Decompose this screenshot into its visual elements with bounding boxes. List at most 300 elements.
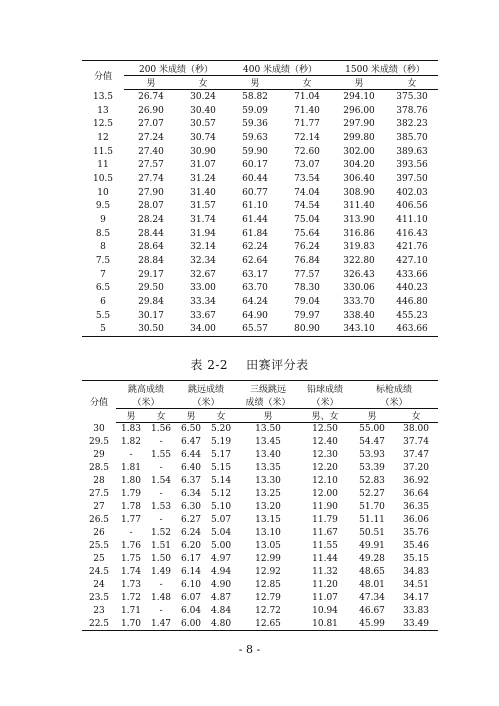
score-cell: 13 (97, 105, 109, 116)
value-cell: 12.00 (312, 489, 338, 500)
value-cell: 36.64 (403, 489, 429, 500)
header-triple-jump-unit: 成绩（米） (236, 395, 300, 409)
value-cell: 28.44 (138, 228, 164, 239)
value-cell: 5.17 (211, 450, 232, 461)
value-cell: 463.66 (386, 322, 438, 336)
value-cell: 50.51 (359, 527, 385, 538)
header-shot-put-unit: （米） (300, 395, 350, 409)
value-cell: 12.10 (312, 476, 338, 487)
value-cell: 10.81 (300, 617, 350, 630)
table-row (82, 145, 438, 159)
value-cell: 31.57 (190, 201, 216, 212)
value-cell: 36.92 (403, 476, 429, 487)
value-cell: 5.19 (211, 437, 232, 448)
value-cell: 11.07 (312, 592, 338, 603)
value-cell: 1.75 (120, 553, 142, 564)
table-row (82, 322, 438, 336)
table-row (82, 449, 438, 462)
header-male: 男 (228, 76, 282, 90)
value-cell: 333.70 (343, 296, 375, 307)
value-cell: 319.83 (343, 242, 375, 253)
value-cell: 6.44 (180, 450, 202, 461)
score-cell: 23 (93, 605, 105, 616)
score-cell: 7 (100, 269, 106, 280)
value-cell: 27.57 (138, 160, 164, 171)
value-cell: 1.53 (150, 502, 172, 513)
header-400m: 400 米成绩（秒） (228, 61, 332, 76)
value-cell: 1.47 (146, 617, 176, 630)
value-cell: 5.15 (211, 463, 232, 474)
value-cell: 397.50 (396, 173, 428, 184)
value-cell: 326.43 (343, 269, 375, 280)
value-cell: 37.47 (403, 450, 429, 461)
value-cell: - (159, 579, 163, 590)
value-cell: 1.56 (150, 424, 172, 435)
value-cell: 75.04 (294, 214, 320, 225)
header-triple-jump: 三级跳远 (236, 381, 300, 396)
header-male: 男 (236, 409, 300, 423)
value-cell: 11.32 (312, 566, 338, 577)
value-cell: 73.07 (294, 160, 320, 171)
header-male-female: 男、女 (300, 409, 350, 423)
score-cell: 13.5 (92, 91, 114, 102)
score-cell: 5.5 (95, 310, 111, 321)
score-cell: 9 (100, 214, 106, 225)
value-cell: 35.15 (403, 553, 429, 564)
header-male: 男 (176, 409, 206, 423)
value-cell: - (159, 489, 163, 500)
value-cell: - (159, 437, 163, 448)
value-cell: 51.11 (359, 515, 385, 526)
value-cell: 61.10 (242, 201, 268, 212)
value-cell: 28.24 (138, 214, 164, 225)
score-cell: 11.5 (92, 146, 114, 157)
value-cell: 13.15 (255, 515, 281, 526)
value-cell: 12.79 (255, 592, 281, 603)
value-cell: 76.84 (294, 255, 320, 266)
table-row (82, 591, 438, 604)
value-cell: 322.80 (343, 255, 375, 266)
table-row (82, 240, 438, 254)
value-cell: 48.65 (359, 566, 385, 577)
value-cell: 53.39 (359, 463, 385, 474)
value-cell: 27.07 (138, 119, 164, 130)
value-cell: 55.00 (359, 424, 385, 435)
value-cell: 11.67 (312, 527, 338, 538)
value-cell: 402.03 (396, 187, 428, 198)
value-cell: 6.34 (180, 489, 202, 500)
value-cell: 10.94 (312, 605, 338, 616)
value-cell: 31.07 (190, 160, 216, 171)
value-cell: 1.81 (120, 463, 142, 474)
value-cell: 1.77 (120, 515, 142, 526)
value-cell: 304.20 (343, 160, 375, 171)
score-cell: 24 (93, 579, 105, 590)
value-cell: 1.78 (120, 502, 142, 513)
value-cell: 378.76 (396, 105, 428, 116)
value-cell: 75.64 (294, 228, 320, 239)
track-table-body (82, 90, 438, 337)
value-cell: 32.34 (190, 255, 216, 266)
value-cell: 59.90 (242, 146, 268, 157)
value-cell: 62.64 (242, 255, 268, 266)
value-cell: 5.10 (211, 502, 232, 513)
value-cell: 72.14 (294, 132, 320, 143)
value-cell: 30.90 (190, 146, 216, 157)
table-row (82, 423, 438, 436)
table-row (82, 186, 438, 200)
value-cell: 4.94 (211, 566, 232, 577)
value-cell: 71.40 (294, 105, 320, 116)
value-cell: 5.14 (211, 476, 232, 487)
header-javelin: 标枪成绩 (350, 381, 438, 396)
value-cell: 6.00 (176, 617, 206, 630)
value-cell: 12.40 (312, 437, 338, 448)
value-cell: 59.36 (242, 119, 268, 130)
table-row (82, 227, 438, 241)
header-1500m: 1500 米成绩（秒） (332, 61, 438, 76)
value-cell: 6.20 (180, 540, 202, 551)
table-row (82, 475, 438, 488)
value-cell: 13.30 (255, 476, 281, 487)
value-cell: 12.30 (312, 450, 338, 461)
table-row (82, 565, 438, 578)
value-cell: 49.91 (359, 540, 385, 551)
value-cell: 389.63 (396, 146, 428, 157)
value-cell: 36.35 (403, 502, 429, 513)
value-cell: 30.57 (190, 119, 216, 130)
value-cell: 4.97 (211, 553, 232, 564)
value-cell: 60.44 (242, 173, 268, 184)
value-cell: 11.90 (312, 502, 338, 513)
score-cell: 22.5 (82, 617, 116, 630)
value-cell: 1.72 (120, 592, 142, 603)
caption-number: 表 2-2 (190, 358, 229, 372)
value-cell: 30.24 (190, 91, 216, 102)
value-cell: 13.50 (255, 424, 281, 435)
value-cell: 311.40 (343, 201, 375, 212)
header-male: 男 (116, 409, 146, 423)
table-row (82, 254, 438, 268)
table-row (82, 552, 438, 565)
value-cell: 12.72 (255, 605, 281, 616)
value-cell: 13.10 (255, 527, 281, 538)
value-cell: 33.00 (190, 283, 216, 294)
table-row (82, 578, 438, 591)
track-score-table (82, 60, 438, 337)
value-cell: 29.84 (138, 296, 164, 307)
value-cell: 74.54 (294, 201, 320, 212)
value-cell: 1.48 (150, 592, 172, 603)
table-row (82, 158, 438, 172)
value-cell: 37.74 (403, 437, 429, 448)
value-cell: - (159, 605, 163, 616)
value-cell: - (159, 515, 163, 526)
value-cell: 53.93 (359, 450, 385, 461)
value-cell: 38.00 (403, 424, 429, 435)
value-cell: - (129, 450, 133, 461)
value-cell: 12.50 (312, 424, 338, 435)
value-cell: 1.52 (150, 527, 172, 538)
value-cell: 28.07 (138, 201, 164, 212)
table-row (82, 527, 438, 540)
value-cell: 421.76 (396, 242, 428, 253)
value-cell: 12.92 (255, 566, 281, 577)
score-cell: 27.5 (88, 489, 110, 500)
value-cell: 1.80 (120, 476, 142, 487)
value-cell: 28.84 (138, 255, 164, 266)
value-cell: 338.40 (343, 310, 375, 321)
table-row (82, 462, 438, 475)
value-cell: 6.47 (180, 437, 202, 448)
value-cell: 31.24 (190, 173, 216, 184)
score-cell: 8 (100, 242, 106, 253)
value-cell: 4.84 (211, 605, 232, 616)
score-cell: 12 (97, 132, 109, 143)
value-cell: 32.67 (190, 269, 216, 280)
table-row (82, 617, 438, 630)
value-cell: 4.87 (211, 592, 232, 603)
value-cell: 11.20 (312, 579, 338, 590)
score-cell: 26.5 (88, 515, 110, 526)
value-cell: 393.56 (396, 160, 428, 171)
value-cell: 36.06 (403, 515, 429, 526)
value-cell: 61.84 (242, 228, 268, 239)
score-cell: 23.5 (88, 592, 110, 603)
value-cell: 52.83 (359, 476, 385, 487)
header-female: 女 (282, 76, 332, 90)
value-cell: 63.70 (242, 283, 268, 294)
value-cell: 27.24 (138, 132, 164, 143)
value-cell: 63.17 (242, 269, 268, 280)
value-cell: 12.99 (255, 553, 281, 564)
value-cell: 64.90 (242, 310, 268, 321)
table-row (82, 131, 438, 145)
value-cell: 33.34 (190, 296, 216, 307)
value-cell: 30.50 (124, 322, 178, 336)
value-cell: 12.65 (236, 617, 300, 630)
value-cell: 1.55 (150, 450, 172, 461)
table-row (82, 268, 438, 282)
score-cell: 6.5 (95, 283, 111, 294)
value-cell: 77.57 (294, 269, 320, 280)
value-cell: 31.40 (190, 187, 216, 198)
value-cell: 13.20 (255, 502, 281, 513)
value-cell: 59.63 (242, 132, 268, 143)
header-female: 女 (394, 409, 438, 423)
value-cell: 6.50 (180, 424, 202, 435)
value-cell: 28.64 (138, 242, 164, 253)
table-row (82, 501, 438, 514)
score-cell: 26 (93, 527, 105, 538)
value-cell: 6.40 (180, 463, 202, 474)
value-cell: 1.50 (150, 553, 172, 564)
value-cell: 78.30 (294, 283, 320, 294)
value-cell: 6.24 (180, 527, 202, 538)
value-cell: 299.80 (343, 132, 375, 143)
value-cell: 59.09 (242, 105, 268, 116)
score-cell: 24.5 (88, 566, 110, 577)
value-cell: 13.05 (255, 540, 281, 551)
value-cell: 80.90 (282, 322, 332, 336)
value-cell: 60.77 (242, 187, 268, 198)
value-cell: 52.27 (359, 489, 385, 500)
value-cell: 5.20 (211, 424, 232, 435)
value-cell: 433.66 (396, 269, 428, 280)
score-cell: 8.5 (95, 228, 111, 239)
table-row (82, 90, 438, 104)
header-female: 女 (206, 409, 236, 423)
header-shot-put: 铅球成绩 (300, 381, 350, 396)
value-cell: 308.90 (343, 187, 375, 198)
score-cell: 28 (93, 476, 105, 487)
value-cell: 416.43 (396, 228, 428, 239)
value-cell: 316.86 (343, 228, 375, 239)
value-cell: 34.83 (403, 566, 429, 577)
value-cell: 6.30 (180, 502, 202, 513)
value-cell: 58.82 (242, 91, 268, 102)
score-cell: 10 (97, 187, 109, 198)
value-cell: 375.30 (396, 91, 428, 102)
value-cell: 306.40 (343, 173, 375, 184)
value-cell: 5.12 (211, 489, 232, 500)
value-cell: 30.17 (138, 310, 164, 321)
value-cell: 34.00 (178, 322, 228, 336)
table-row (82, 172, 438, 186)
value-cell: 12.85 (255, 579, 281, 590)
score-cell: 7.5 (95, 255, 111, 266)
value-cell: 1.82 (120, 437, 142, 448)
value-cell: 35.76 (403, 527, 429, 538)
score-cell: 28.5 (88, 463, 110, 474)
value-cell: 6.10 (180, 579, 202, 590)
value-cell: 1.74 (120, 566, 142, 577)
value-cell: 30.74 (190, 132, 216, 143)
value-cell: 26.90 (138, 105, 164, 116)
table-caption (0, 356, 499, 373)
table-row (82, 104, 438, 118)
page-number: - 8 - (238, 643, 261, 656)
value-cell: 65.57 (228, 322, 282, 336)
table-row (82, 436, 438, 449)
value-cell: 45.99 (350, 617, 394, 630)
value-cell: 31.94 (190, 228, 216, 239)
value-cell: 6.07 (180, 592, 202, 603)
score-cell: 11 (97, 160, 109, 171)
score-header: 分值 (82, 381, 116, 423)
value-cell: 385.70 (396, 132, 428, 143)
value-cell: 1.71 (120, 605, 142, 616)
value-cell: 71.04 (294, 91, 320, 102)
value-cell: 406.56 (396, 201, 428, 212)
value-cell: 79.04 (294, 296, 320, 307)
value-cell: 27.74 (138, 173, 164, 184)
value-cell: 64.24 (242, 296, 268, 307)
value-cell: 73.54 (294, 173, 320, 184)
header-high-jump-unit: （米） (116, 395, 176, 409)
value-cell: 6.27 (180, 515, 202, 526)
score-cell: 6 (100, 296, 106, 307)
score-cell: 10.5 (92, 173, 114, 184)
value-cell: 35.46 (403, 540, 429, 551)
header-high-jump: 跳高成绩 (116, 381, 176, 396)
value-cell: 71.77 (294, 119, 320, 130)
value-cell: 13.40 (255, 450, 281, 461)
value-cell: 13.35 (255, 463, 281, 474)
value-cell: 62.24 (242, 242, 268, 253)
value-cell: 302.00 (343, 146, 375, 157)
value-cell: 29.17 (138, 269, 164, 280)
value-cell: 440.23 (396, 283, 428, 294)
field-table-body (82, 423, 438, 631)
value-cell: 37.20 (403, 463, 429, 474)
value-cell: 49.28 (359, 553, 385, 564)
value-cell: 79.97 (294, 310, 320, 321)
value-cell: 47.34 (359, 592, 385, 603)
score-cell: 29.5 (88, 437, 110, 448)
value-cell: 26.74 (138, 91, 164, 102)
value-cell: 51.70 (359, 502, 385, 513)
value-cell: 12.20 (312, 463, 338, 474)
score-header: 分值 (82, 61, 124, 90)
value-cell: 33.67 (190, 310, 216, 321)
value-cell: 27.40 (138, 146, 164, 157)
caption-title: 田赛评分表 (246, 358, 309, 372)
value-cell: 4.80 (206, 617, 236, 630)
value-cell: 1.79 (120, 489, 142, 500)
value-cell: 33.83 (403, 605, 429, 616)
table-row (82, 213, 438, 227)
score-cell: 9.5 (95, 201, 111, 212)
value-cell: 4.90 (211, 579, 232, 590)
header-male: 男 (332, 76, 386, 90)
value-cell: 296.00 (343, 105, 375, 116)
value-cell: 313.90 (343, 214, 375, 225)
value-cell: 427.10 (396, 255, 428, 266)
value-cell: 6.14 (180, 566, 202, 577)
table-row (82, 604, 438, 617)
header-male: 男 (124, 76, 178, 90)
value-cell: 5.07 (211, 515, 232, 526)
value-cell: 411.10 (396, 214, 428, 225)
header-javelin-unit: （米） (350, 395, 438, 409)
header-200m: 200 米成绩（秒） (124, 61, 228, 76)
table-row (82, 117, 438, 131)
value-cell: 76.24 (294, 242, 320, 253)
score-cell: 27 (93, 502, 105, 513)
table-row (82, 199, 438, 213)
value-cell: 5.00 (211, 540, 232, 551)
table-row (82, 514, 438, 527)
value-cell: - (129, 527, 133, 538)
value-cell: 6.17 (180, 553, 202, 564)
value-cell: 11.44 (312, 553, 338, 564)
value-cell: 343.10 (332, 322, 386, 336)
value-cell: 382.23 (396, 119, 428, 130)
header-female: 女 (178, 76, 228, 90)
header-female: 女 (146, 409, 176, 423)
header-male: 男 (350, 409, 394, 423)
header-female: 女 (386, 76, 438, 90)
value-cell: 13.45 (255, 437, 281, 448)
table-row (82, 539, 438, 552)
value-cell: 61.44 (242, 214, 268, 225)
value-cell: 1.83 (120, 424, 142, 435)
value-cell: 1.49 (150, 566, 172, 577)
value-cell: 297.90 (343, 119, 375, 130)
field-score-table (82, 380, 438, 631)
value-cell: 1.73 (120, 579, 142, 590)
